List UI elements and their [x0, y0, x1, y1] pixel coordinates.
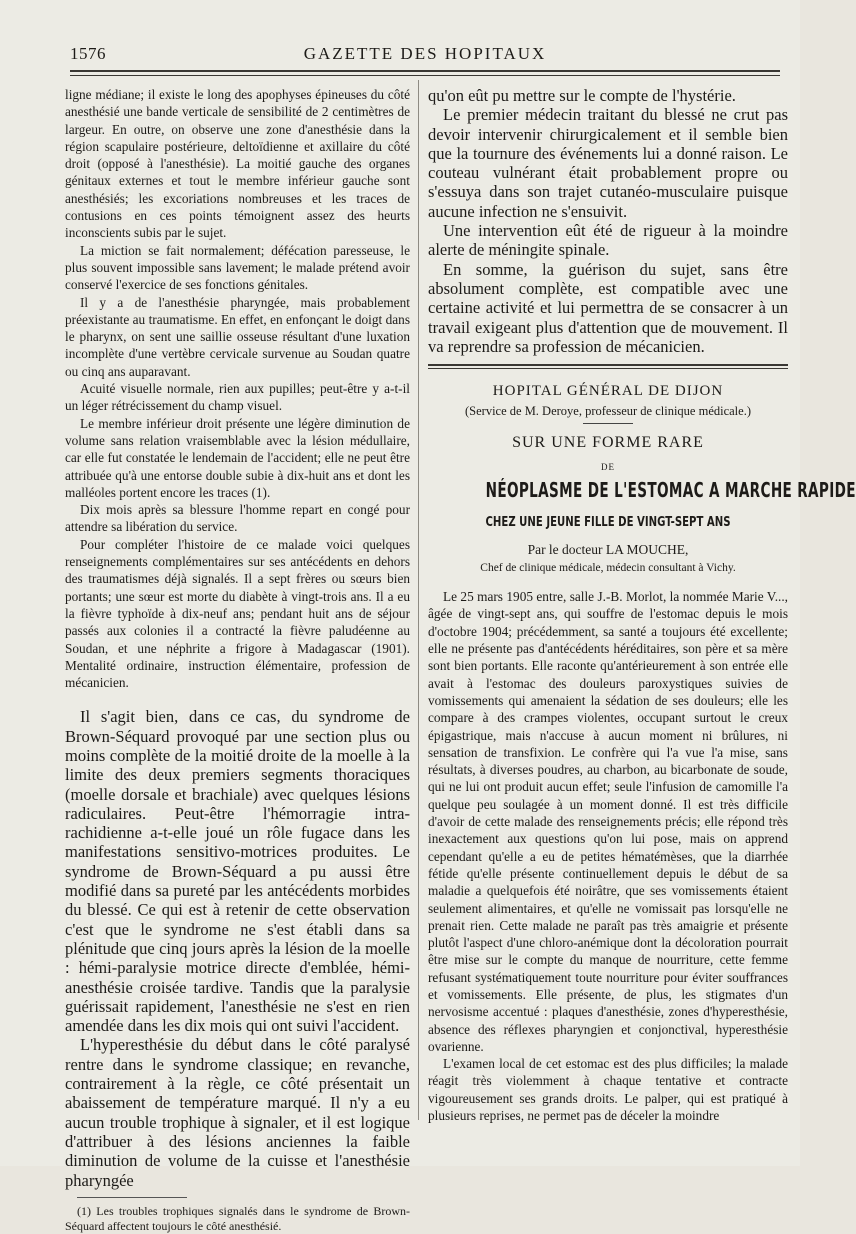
paragraph: Il y a de l'anesthésie pharyngée, mais probablement préexistante au traumatisme. En effet, en enfonçant le doigt dans le pharynx, on sent une saillie osseuse résultant d'une luxation incomplète d'une vertèbre cervicale survenue au Soudan quatre ou cinq ans auparavant. — [65, 294, 410, 379]
article-title: NÉOPLASME DE L'ESTOMAC A MARCHE RAPIDE — [485, 478, 856, 503]
page-number: 1576 — [70, 44, 106, 63]
column-divider — [418, 80, 419, 1120]
section-rule-thin — [428, 368, 788, 369]
author-line: Par le docteur LA MOUCHE, — [527, 542, 689, 558]
article-subtitle: CHEZ UNE JEUNE FILLE DE VINGT-SEPT ANS — [485, 514, 731, 531]
paragraph: Il s'agit bien, dans ce cas, du syndrome de Brown-Séquard provoqué par une section plus ou moins complète de la moitié droite de la moelle à la limite des deux premiers segments thoraciques (moelle dorsale et brachiale) avec quelques lésions radiculaires. Peut-être l'hémorragie intra-rachidienne a-t-elle joué un rôle fugace dans les manifestations sensitivo-motrices produites. Le syndrome de Brown-Séquard a pu aussi être modifié dans sa pureté par les antécédents morbides du blessé. Ce qui est à retenir de cette observation c'est que le syndrome ne s'est établi dans sa plénitude que cinq jours après la lésion de la moelle : hémi-paralysie motrice directe d'emblée, hémi-anesthésie croisée tardive. Tandis que la paralysie guérissait rapidement, l'anesthésie ne s'est en rien amendée dans les dix mois qui ont suivi l'accident. — [65, 707, 410, 1036]
paragraph: qu'on eût pu mettre sur le compte de l'hystérie. — [428, 86, 736, 105]
paragraph: Le premier médecin traitant du blessé ne crut pas devoir intervenir chirurgicalement et il semble bien que la tournure des événements lui a donné raison. Le couteau vulnérant était probablement propre ou s'essuya dans son trajet cutanéo-musculaire puisque aucune infection ne s'ensuivit. — [428, 105, 788, 221]
service-line: (Service de M. Deroye, professeur de clinique médicale.) — [465, 404, 751, 419]
author-role: Chef de clinique médicale, médecin consultant à Vichy. — [480, 562, 736, 575]
paragraph: Pour compléter l'histoire de ce malade voici quelques renseignements complémentaires sur ses antécédents en dehors des traumatismes déjà signalés. Il a sept frères ou sœurs bien portants; une sœur est morte du diabète à vingt-trois ans. Il a eu la fièvre typhoïde à dix-neuf ans; pendant huit ans de séjour passés aux colonies il a contracté la fièvre paludéenne au Soudan, et une néphrite a frigore à Madagascar (1901). Mentalité ordinaire, instruction élémentaire, profession de mécanicien. — [65, 536, 410, 691]
footnote-rule — [77, 1197, 187, 1198]
page-header — [70, 44, 780, 68]
article-title-de: DE — [601, 462, 615, 473]
paragraph: La miction se fait normalement; défécation paresseuse, le plus souvent impossible sans lavement; le malade prétend avoir conservé l'exercice de ses fonctions génitales. — [65, 242, 410, 293]
conclusion-section — [428, 86, 788, 356]
paragraph: Acuité visuelle normale, rien aux pupilles; peut-être y a-t-il un léger rétrécissement du champ visuel. — [65, 381, 410, 414]
discussion-section — [65, 707, 410, 1189]
paragraph: L'hyperesthésie du début dans le côté paralysé rentre dans le syndrome classique; en revanche, contrairement à la règle, ce côté présentait un abaissement de température marqué. Il n'y a eu aucun trouble trophique à signaler, et il est logique d'attribuer à des lésions anciennes la faible diminution de volume de la cuisse et l'anesthésie pharyngée — [65, 1035, 410, 1190]
paragraph: Dix mois après sa blessure l'homme repart en congé pour attendre sa libération du service. — [65, 502, 410, 535]
article-title-pre: SUR UNE FORME RARE — [512, 434, 704, 452]
footnote: (1) Les troubles trophiques signalés dans le syndrome de Brown-Séquard affectent toujours le côté anesthésié. — [65, 1203, 410, 1233]
left-column — [65, 86, 410, 1234]
title-separator — [583, 423, 633, 424]
right-column — [428, 86, 856, 1124]
section-rule — [428, 364, 788, 366]
paragraph: En somme, la guérison du sujet, sans être absolument complète, est compatible avec une certaine activité et lui permettra de se consacrer à un travail exigeant plus d'attention que de mouvement. Il va reprendre sa profession de mécanicien. — [428, 259, 788, 356]
paragraph: L'examen local de cet estomac est des plus difficiles; la malade réagit très violemment à chaque tentative et contracte vigoureusement ses grands droits. Le palper, qui est pratiqué à plusieurs reprises, ne permet pas de déceler la moindre — [428, 1056, 788, 1124]
journal-title: GAZETTE DES HOPITAUX — [303, 44, 547, 63]
hospital-heading: HOPITAL GÉNÉRAL DE DIJON — [492, 383, 724, 400]
paragraph: Une intervention eût été de rigueur à la moindre alerte de méningite spinale. — [428, 221, 788, 260]
article-body — [428, 588, 788, 1124]
paragraph: ligne médiane; il existe le long des apophyses épineuses du côté anesthésié une bande verticale de sensibilité de 2 centimètres de largeur. En outre, on observe une zone d'anesthésie dans la région scapulaire postérieure, deltoïdienne et axillaire du côté droit (opposé à l'anesthésie). La moitié gauche des organes génitaux externes et tout le membre inférieur gauche sont anesthésiés; les excoriations nombreuses et les traces de contusions en ces points témoignent assez des heurts inconscients subis par le sujet. — [65, 87, 410, 241]
header-rule — [70, 70, 780, 72]
paragraph: Le membre inférieur droit présente une légère diminution de volume sans relation vraisemblable avec la lésion médullaire, car elle fut constatée le lendemain de l'accident; elle ne peut être attribuée qu'à une entorse double subie à dix-huit ans et dont les malléoles portent encore les traces (1). — [65, 415, 410, 500]
header-rule-thin — [70, 75, 780, 76]
paragraph: Le 25 mars 1905 entre, salle J.-B. Morlot, la nommée Marie V..., âgée de vingt-sept ans, qui souffre de l'estomac depuis le mois d'octobre 1904; précédemment, sa santé a toujours été excellente; elle ne présente pas d'antécédents héréditaires, son père et sa mère sont bien portants. Elle raconte qu'antérieurement à son entrée elle avait à l'estomac des douleurs paroxystiques suivies de vomissements qui amenaient la sédation de ses douleurs; elle les compare à des crampes violentes, occupant surtout le creux épigastrique, mais n'accuse à aucun moment ni brûlures, ni sensation de transfixion. Le confrère qui l'a vue l'a mise, sans résultats, à diverses poudres, au charbon, au bicarbonate de soude, qui ne lui ont produit aucun effet; seule l'infusion de camomille l'a quelque peu soulagée à un moment donné. Il est très difficile d'avoir de cette malade des renseignements précis; elle répond très inexactement aux questions qu'on lui pose, mais on apprend cependant qu'elle a eu de petites hématémèses, que la diarrhée fétide qu'elle présente continuellement depuis le début de sa maladie a quelquefois été noirâtre, que ses vomissements étaient seulement alimentaires, et qu'elle ne vomissait pas lorsqu'elle ne prenait rien. Cette malade ne paraît pas très amaigrie et présente plutôt l'aspect d'une chloro-anémique dont la décoloration pourrait être mise sur le compte du manque de nourriture, cette femme refusant systématiquement toute nourriture pour éviter souffrances et vomissements. Elle présente, de plus, les stigmates d'un nervosisme accentué : plaques d'anesthésie, zones d'hyperesthésie, absence des réflexes pharyngien et conjonctival, hyperesthésie ovarienne. — [428, 589, 788, 1054]
case-report-section — [65, 86, 410, 691]
